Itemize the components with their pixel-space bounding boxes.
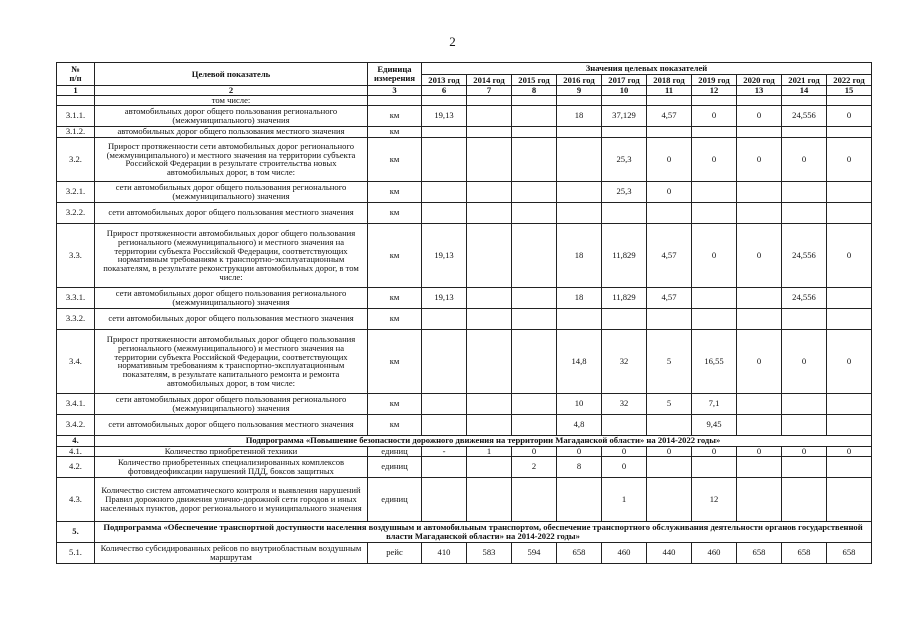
value-cell: 12 (692, 477, 737, 521)
value-cell (467, 105, 512, 126)
value-cell (782, 96, 827, 106)
header-year: 2016 год (557, 75, 602, 86)
value-cell: 658 (782, 542, 827, 563)
value-cell (512, 96, 557, 106)
unit: км (368, 202, 422, 223)
indicator-name: сети автомобильных дорог общего пользования регионального (межмуниципального) значения (95, 393, 368, 414)
value-cell (737, 287, 782, 308)
value-cell (692, 126, 737, 137)
value-cell (737, 308, 782, 329)
value-cell (647, 414, 692, 435)
value-cell (647, 308, 692, 329)
value-cell (827, 181, 872, 202)
value-cell (512, 137, 557, 181)
value-cell: 583 (467, 542, 512, 563)
value-cell: 8 (557, 456, 602, 477)
value-cell: 14,8 (557, 329, 602, 393)
column-number: 3 (368, 86, 422, 96)
value-cell: 0 (557, 446, 602, 456)
value-cell (602, 202, 647, 223)
value-cell: 0 (827, 223, 872, 287)
indicator-name: автомобильных дорог общего пользования регионального (межмуниципального) значения (95, 105, 368, 126)
value-cell: 37,129 (602, 105, 647, 126)
value-cell (602, 414, 647, 435)
value-cell: 0 (602, 446, 647, 456)
row-number: 4.3. (57, 477, 95, 521)
value-cell (827, 308, 872, 329)
value-cell (692, 96, 737, 106)
unit: км (368, 308, 422, 329)
row-number: 3.2.2. (57, 202, 95, 223)
unit: км (368, 223, 422, 287)
value-cell (692, 308, 737, 329)
value-cell (782, 126, 827, 137)
value-cell (422, 477, 467, 521)
value-cell: 0 (782, 446, 827, 456)
subprogram-title: Подпрограмма «Обеспечение транспортной доступности населения воздушным и автомобильным транспортом, обеспечение транспортного обслуживания деятельности органов государственной власти Магаданской области» на 2014-2022 годы» (95, 521, 872, 542)
value-cell (557, 126, 602, 137)
value-cell (467, 393, 512, 414)
value-cell (647, 202, 692, 223)
indicator-name: Прирост протяженности автомобильных дорог общего пользования регионального (межмуниципального) и местного значения на территории субъекта Российской Федерации, соответствующих нормативным требованиям к транспортно-эксплуатационным показателям, в результате реконструкции автомобильных дорог, в том числе: (95, 223, 368, 287)
value-cell (737, 477, 782, 521)
value-cell (827, 477, 872, 521)
value-cell (512, 181, 557, 202)
value-cell (557, 202, 602, 223)
value-cell (467, 414, 512, 435)
value-cell: 7,1 (692, 393, 737, 414)
value-cell (422, 329, 467, 393)
value-cell (422, 96, 467, 106)
value-cell (512, 126, 557, 137)
value-cell (827, 456, 872, 477)
value-cell: 1 (602, 477, 647, 521)
value-cell: 658 (827, 542, 872, 563)
indicator-name: Количество систем автоматического контроля и выявления нарушений Правил дорожного движения улично-дорожной сети городов и иных населенных пунктов, дорог регионального и муниципального значения (95, 477, 368, 521)
value-cell: 0 (647, 446, 692, 456)
row-number: 3.2. (57, 137, 95, 181)
value-cell (512, 223, 557, 287)
value-cell (557, 477, 602, 521)
value-cell (737, 456, 782, 477)
value-cell (467, 202, 512, 223)
row-number: 3.3.2. (57, 308, 95, 329)
value-cell (737, 181, 782, 202)
subprogram-title: Подпрограмма «Повышение безопасности дорожного движения на территории Магаданской области» на 2014-2022 годы» (95, 435, 872, 446)
table-row (57, 287, 872, 308)
indicator-name: сети автомобильных дорог общего пользования регионального (межмуниципального) значения (95, 181, 368, 202)
value-cell (647, 477, 692, 521)
value-cell: 0 (737, 137, 782, 181)
value-cell: 4,57 (647, 223, 692, 287)
table-row (57, 477, 872, 521)
page-number: 2 (449, 34, 456, 49)
value-cell (422, 126, 467, 137)
value-cell (512, 202, 557, 223)
indicator-name: сети автомобильных дорог общего пользования местного значения (95, 414, 368, 435)
row-number: 3.4.1. (57, 393, 95, 414)
value-cell (512, 105, 557, 126)
row-number: 5.1. (57, 542, 95, 563)
value-cell: 0 (692, 223, 737, 287)
header-year: 2018 год (647, 75, 692, 86)
value-cell: 4,8 (557, 414, 602, 435)
value-cell: 0 (647, 181, 692, 202)
value-cell (602, 308, 647, 329)
indicator-name: Количество субсидированных рейсов по внутриобластным воздушным маршрутам (95, 542, 368, 563)
table-row (57, 393, 872, 414)
column-number: 13 (737, 86, 782, 96)
value-cell: 0 (737, 223, 782, 287)
table-row (57, 96, 872, 106)
header-indicator: Целевой показатель (95, 63, 368, 86)
value-cell (467, 223, 512, 287)
value-cell: 0 (827, 105, 872, 126)
value-cell (557, 137, 602, 181)
column-number: 11 (647, 86, 692, 96)
value-cell: 460 (692, 542, 737, 563)
value-cell: 4,57 (647, 287, 692, 308)
row-number: 4.2. (57, 456, 95, 477)
column-number: 10 (602, 86, 647, 96)
indicator-name: сети автомобильных дорог общего пользования местного значения (95, 202, 368, 223)
table-row (57, 105, 872, 126)
value-cell: 0 (692, 446, 737, 456)
row-number: 3.2.1. (57, 181, 95, 202)
indicator-name: сети автомобильных дорог общего пользования регионального (межмуниципального) значения (95, 287, 368, 308)
table-row (57, 126, 872, 137)
value-cell (782, 202, 827, 223)
unit: км (368, 329, 422, 393)
value-cell: 0 (737, 446, 782, 456)
value-cell: 0 (827, 137, 872, 181)
value-cell: 0 (827, 329, 872, 393)
value-cell (512, 393, 557, 414)
column-number: 7 (467, 86, 512, 96)
value-cell: 0 (782, 329, 827, 393)
header-year: 2020 год (737, 75, 782, 86)
column-number: 8 (512, 86, 557, 96)
value-cell (422, 202, 467, 223)
row-number: 3.4.2. (57, 414, 95, 435)
value-cell: 0 (827, 446, 872, 456)
value-cell (692, 456, 737, 477)
section-row (57, 435, 872, 446)
value-cell (737, 126, 782, 137)
value-cell (512, 329, 557, 393)
column-number: 14 (782, 86, 827, 96)
row-number: 3.4. (57, 329, 95, 393)
value-cell (647, 456, 692, 477)
indicator-name: Прирост протяженности автомобильных дорог общего пользования регионального (межмуниципального) и местного значения на территории субъекта Российской Федерации, соответствующих нормативным требованиям к транспортно-эксплуатационным показателям, в результате капитального ремонта и ремонта автомобильных дорог, в том числе: (95, 329, 368, 393)
row-number: 4. (57, 435, 95, 446)
value-cell: 5 (647, 329, 692, 393)
value-cell (422, 137, 467, 181)
value-cell: 11,829 (602, 287, 647, 308)
value-cell: 24,556 (782, 287, 827, 308)
unit: рейс (368, 542, 422, 563)
value-cell: 0 (512, 446, 557, 456)
value-cell (467, 308, 512, 329)
row-number (57, 96, 95, 106)
value-cell: 0 (647, 137, 692, 181)
value-cell (692, 287, 737, 308)
table-row (57, 414, 872, 435)
table-row (57, 223, 872, 287)
header-unit: Единица измерения (368, 63, 422, 86)
table-row (57, 308, 872, 329)
value-cell (692, 181, 737, 202)
value-cell (827, 126, 872, 137)
indicator-name: Количество приобретенных специализированных комплексов фотовидеофиксации нарушений ПДД, боксов защитных (95, 456, 368, 477)
table-row (57, 456, 872, 477)
unit: единиц (368, 477, 422, 521)
value-cell (422, 181, 467, 202)
value-cell: 18 (557, 105, 602, 126)
value-cell (467, 126, 512, 137)
value-cell (467, 181, 512, 202)
header-values-group: Значения целевых показателей (422, 63, 872, 75)
value-cell (557, 308, 602, 329)
value-cell: 19,13 (422, 287, 467, 308)
value-cell: 440 (647, 542, 692, 563)
value-cell: 24,556 (782, 223, 827, 287)
value-cell (602, 126, 647, 137)
value-cell (647, 96, 692, 106)
target-indicators-table (56, 62, 872, 564)
value-cell: 18 (557, 287, 602, 308)
row-number: 4.1. (57, 446, 95, 456)
value-cell (692, 202, 737, 223)
value-cell (782, 456, 827, 477)
unit (368, 96, 422, 106)
value-cell (512, 477, 557, 521)
header-year: 2022 год (827, 75, 872, 86)
value-cell: 658 (557, 542, 602, 563)
unit: км (368, 287, 422, 308)
unit: единиц (368, 456, 422, 477)
column-number: 9 (557, 86, 602, 96)
value-cell: 24,556 (782, 105, 827, 126)
value-cell (737, 414, 782, 435)
value-cell: 18 (557, 223, 602, 287)
value-cell: 16,55 (692, 329, 737, 393)
value-cell (782, 414, 827, 435)
value-cell (782, 308, 827, 329)
value-cell (467, 477, 512, 521)
unit: км (368, 414, 422, 435)
value-cell (512, 287, 557, 308)
value-cell (782, 181, 827, 202)
value-cell (602, 96, 647, 106)
unit: км (368, 126, 422, 137)
value-cell (512, 414, 557, 435)
value-cell: 0 (737, 105, 782, 126)
indicator-name: Прирост протяженности сети автомобильных дорог регионального (межмуниципального) и местного значения на территории субъекта Российской Федерации в результате строительства новых автомобильных дорог, в том числе: (95, 137, 368, 181)
column-number: 2 (95, 86, 368, 96)
value-cell (647, 126, 692, 137)
header-year: 2014 год (467, 75, 512, 86)
value-cell (422, 308, 467, 329)
value-cell (467, 287, 512, 308)
table-row (57, 202, 872, 223)
header-year: 2015 год (512, 75, 557, 86)
value-cell (827, 393, 872, 414)
value-cell (512, 308, 557, 329)
value-cell: 1 (467, 446, 512, 456)
column-number: 15 (827, 86, 872, 96)
header-year: 2019 год (692, 75, 737, 86)
column-number: 12 (692, 86, 737, 96)
value-cell (827, 96, 872, 106)
column-number: 6 (422, 86, 467, 96)
value-cell (422, 414, 467, 435)
unit: км (368, 393, 422, 414)
value-cell: 658 (737, 542, 782, 563)
value-cell (422, 456, 467, 477)
header-year: 2021 год (782, 75, 827, 86)
table-row (57, 329, 872, 393)
value-cell: 0 (692, 105, 737, 126)
value-cell (557, 96, 602, 106)
value-cell: 25,3 (602, 181, 647, 202)
value-cell (557, 181, 602, 202)
value-cell (467, 329, 512, 393)
row-number: 5. (57, 521, 95, 542)
unit: км (368, 137, 422, 181)
value-cell (422, 393, 467, 414)
value-cell (782, 477, 827, 521)
value-cell: 0 (602, 456, 647, 477)
value-cell: 32 (602, 393, 647, 414)
value-cell: 19,13 (422, 105, 467, 126)
indicator-name: автомобильных дорог общего пользования местного значения (95, 126, 368, 137)
value-cell: 0 (737, 329, 782, 393)
indicator-name: Количество приобретенной техники (95, 446, 368, 456)
value-cell (467, 137, 512, 181)
value-cell: 460 (602, 542, 647, 563)
value-cell: 410 (422, 542, 467, 563)
value-cell: 32 (602, 329, 647, 393)
row-number: 3.1.2. (57, 126, 95, 137)
value-cell: 10 (557, 393, 602, 414)
value-cell: 5 (647, 393, 692, 414)
value-cell: 19,13 (422, 223, 467, 287)
value-cell: 4,57 (647, 105, 692, 126)
value-cell: - (422, 446, 467, 456)
value-cell: 2 (512, 456, 557, 477)
row-number: 3.3. (57, 223, 95, 287)
value-cell (782, 393, 827, 414)
table-row (57, 137, 872, 181)
value-cell (737, 393, 782, 414)
header-num: № п/п (57, 63, 95, 86)
table-row (57, 542, 872, 563)
header-year: 2017 год (602, 75, 647, 86)
value-cell (737, 202, 782, 223)
indicator-name: сети автомобильных дорог общего пользования местного значения (95, 308, 368, 329)
indicator-name: том числе: (95, 96, 368, 106)
value-cell: 9,45 (692, 414, 737, 435)
section-row (57, 521, 872, 542)
value-cell (827, 414, 872, 435)
value-cell: 0 (782, 137, 827, 181)
column-number: 1 (57, 86, 95, 96)
value-cell: 594 (512, 542, 557, 563)
value-cell (467, 456, 512, 477)
value-cell (827, 202, 872, 223)
unit: км (368, 105, 422, 126)
unit: км (368, 181, 422, 202)
value-cell (827, 287, 872, 308)
table-row (57, 181, 872, 202)
value-cell: 11,829 (602, 223, 647, 287)
value-cell: 25,3 (602, 137, 647, 181)
value-cell (737, 96, 782, 106)
row-number: 3.1.1. (57, 105, 95, 126)
unit: единиц (368, 446, 422, 456)
header-year: 2013 год (422, 75, 467, 86)
row-number: 3.3.1. (57, 287, 95, 308)
table-row (57, 446, 872, 456)
value-cell: 0 (692, 137, 737, 181)
value-cell (467, 96, 512, 106)
